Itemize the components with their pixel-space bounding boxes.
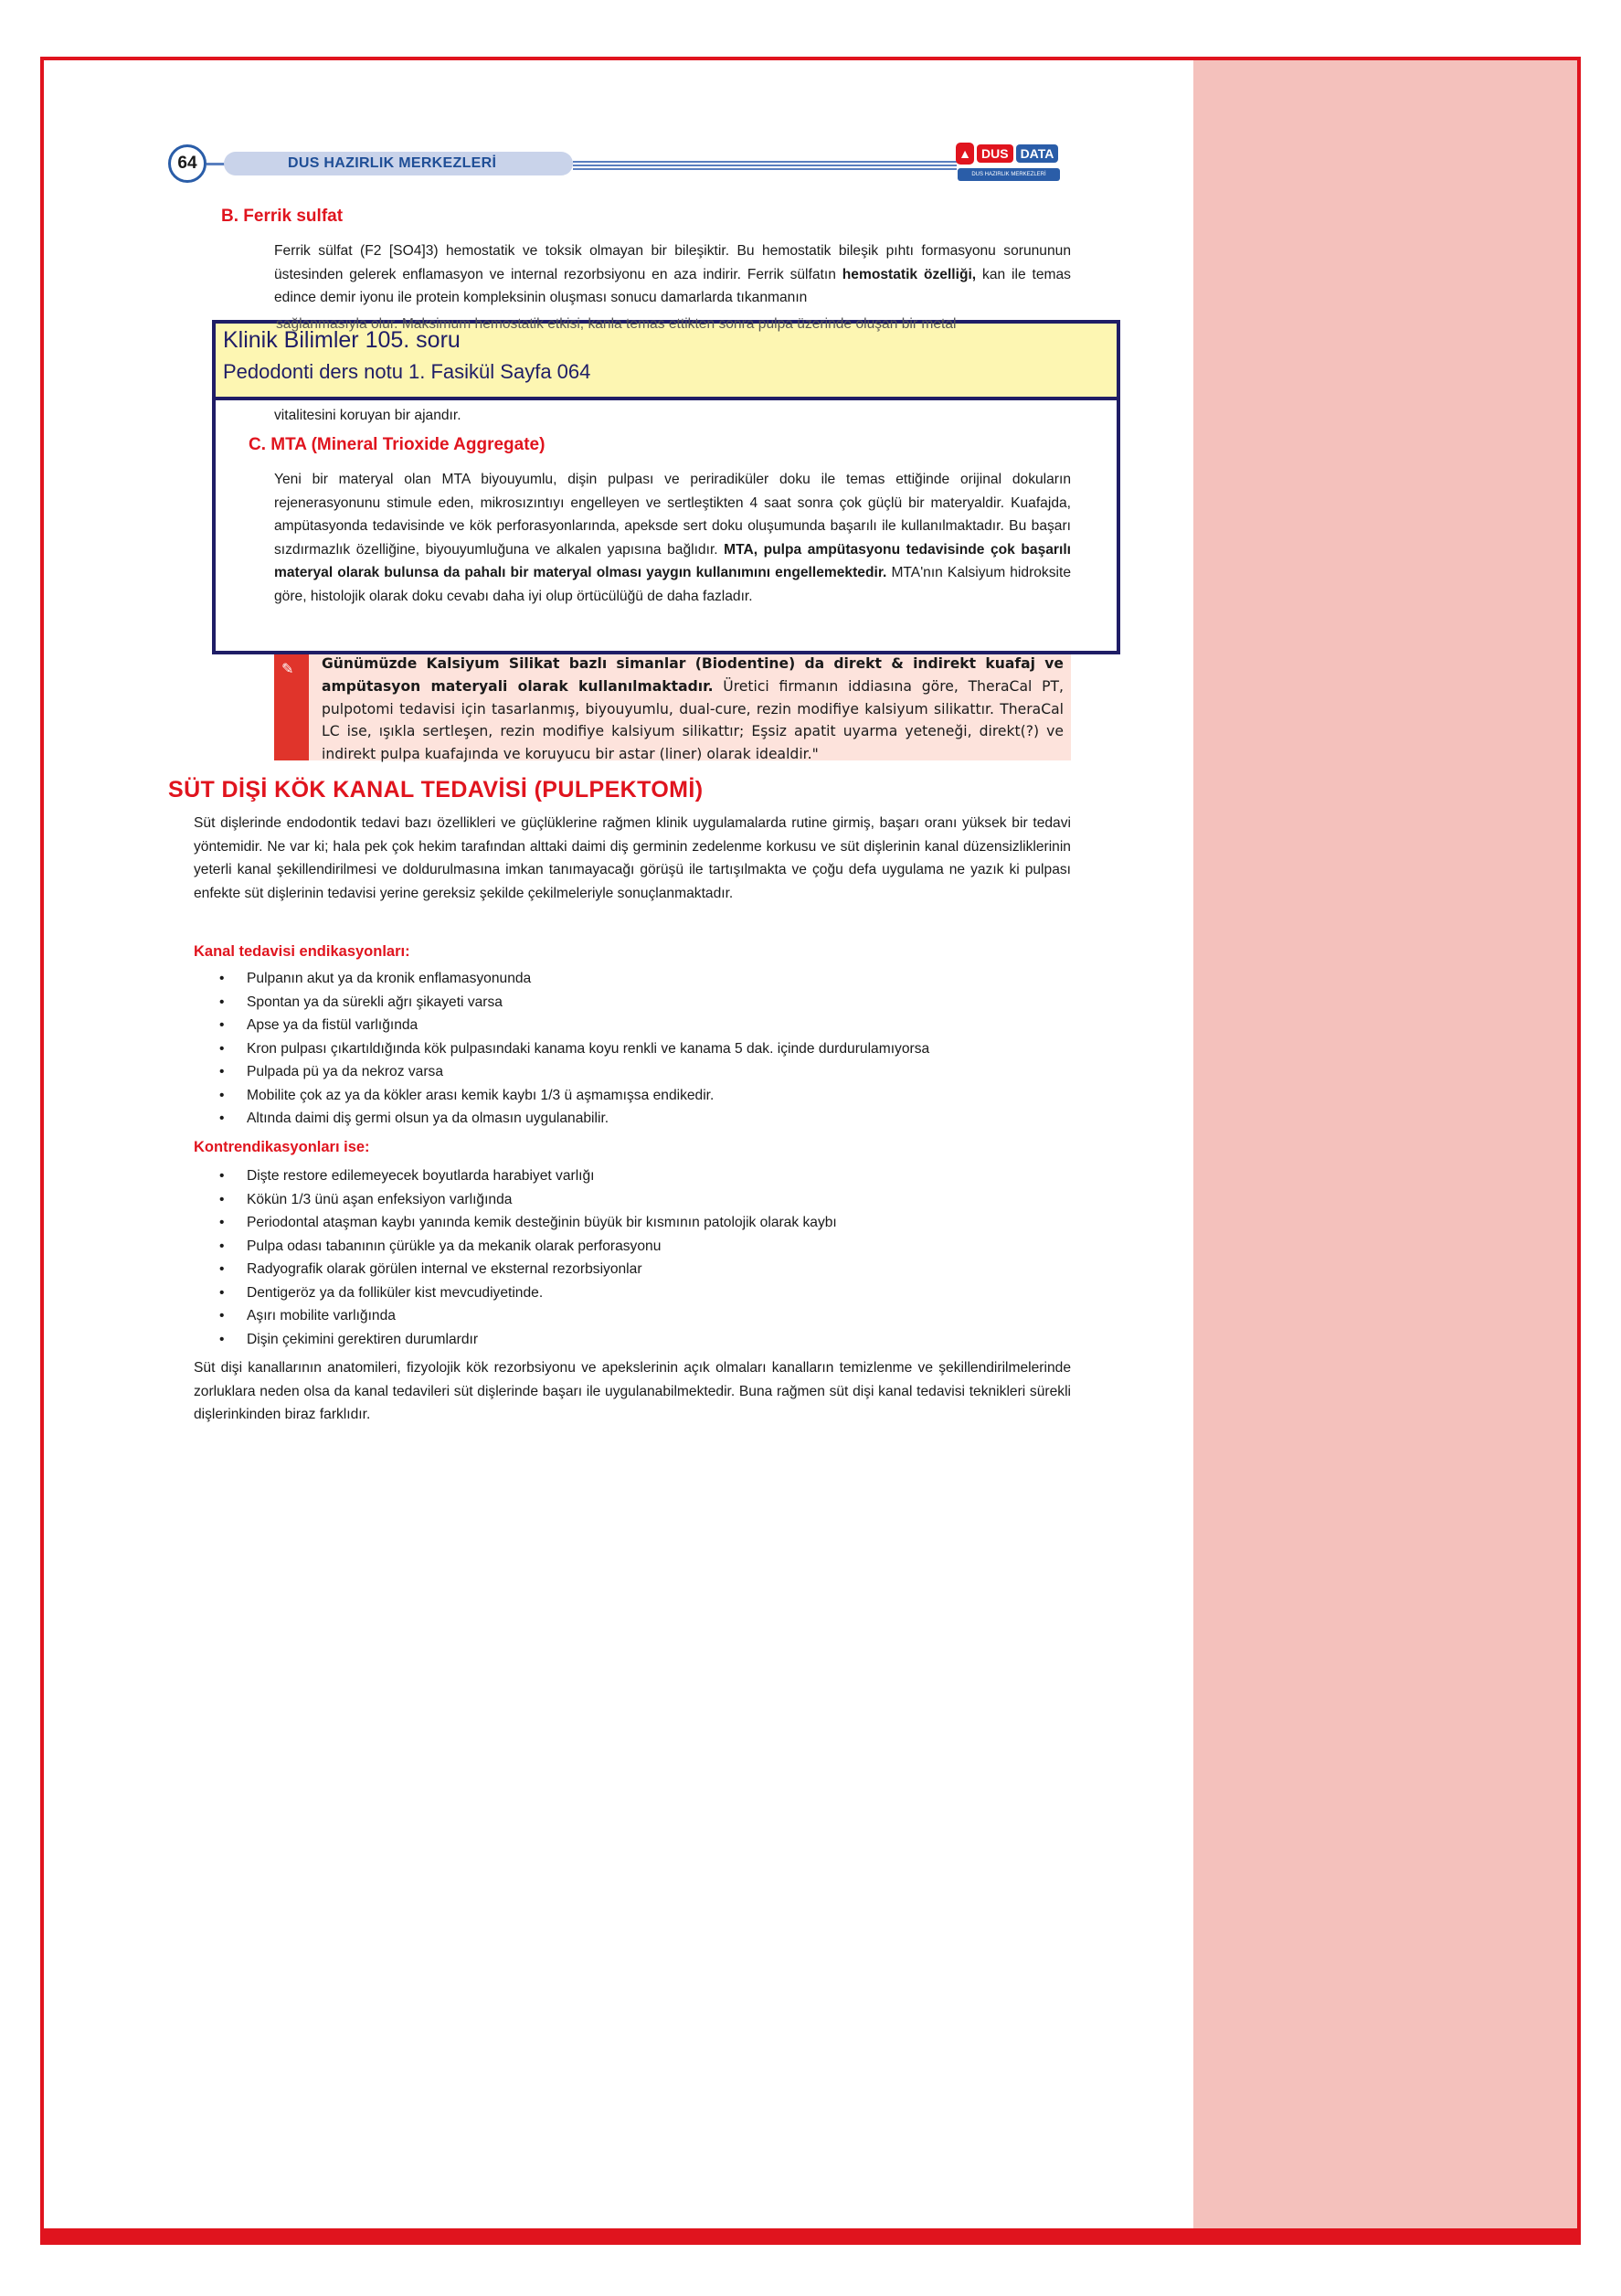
logo-data: DATA xyxy=(1016,144,1059,163)
list-item: • Dentigeröz ya da folliküler kist mevcudiyetinde. xyxy=(194,1281,1071,1305)
contraindications-heading: Kontrendikasyonları ise: xyxy=(194,1139,370,1155)
note-text xyxy=(322,653,1064,766)
section-c-heading: C. MTA (Mineral Trioxide Aggregate) xyxy=(249,435,546,454)
header-rule-top xyxy=(573,161,957,163)
list-item: • Aşırı mobilite varlığında xyxy=(194,1304,1071,1328)
page-number: 64 xyxy=(168,144,207,183)
section-b-paragraph xyxy=(274,239,1071,310)
question-source: Pedodonti ders notu 1. Fasikül Sayfa 064 xyxy=(223,360,591,383)
section-b-heading: B. Ferrik sulfat xyxy=(221,207,344,226)
section-b-text-2: kan ile temas edince demir iyonu ile protein kompleksinin oluşması sonucu damarlarda tıkanmanın xyxy=(274,266,1071,306)
logo-subtitle: DUS HAZIRLIK MERKEZLERİ xyxy=(958,168,1060,181)
contraindications-list xyxy=(194,1164,1071,1351)
indications-heading: Kanal tedavisi endikasyonları: xyxy=(194,943,410,960)
question-reference-box xyxy=(212,316,1120,654)
list-item: • Radyografik olarak görülen internal ve eksternal rezorbsiyonlar xyxy=(194,1258,1071,1281)
list-item: • Spontan ya da sürekli ağrı şikayeti varsa xyxy=(194,991,1071,1015)
question-reference-header xyxy=(216,316,1117,400)
note-normal: Üretici firmanın iddiasına göre, TheraCal PT, pulpotomi tedavisi için tasarlanmış, biyouyumlu, dual-cure, rezin modifiye kalsiyum silikattır. TheraCal LC ise, ışıkla sertleşen, rezin modifiye kalsiyum silikattır; Eşsiz apatit uyarma yeteneği, direkt(?) ve indirekt pulpa kuafajında ve koruyucu bir astar (liner) olarak idealdir." xyxy=(322,677,1064,763)
list-item: • Dişte restore edilemeyecek boyutlarda harabiyet varlığı xyxy=(194,1164,1071,1188)
section-c-text-1: Yeni bir materyal olan MTA biyouyumlu, dişin pulpası ve periradiküler doku ile temas ettiğinde orijinal dokuların rejenerasyonunu stimule eden, mikrosızıntıyı engelleyen ve sertleştikten 4 saat sonra çok güçlü bir materyaldir. Kuafajda, ampütasyonda tedavisinde ve kök perforasyonlarında, apeksde sert doku oluşumunda başarılı ile kullanılmaktadır. Bu başarı sızdırmazlık özelliğine, biyouyumluğuna ve alkalen yapısına bağlıdır. xyxy=(274,472,1071,558)
list-item: • Mobilite çok az ya da kökler arası kemik kaybı 1/3 ü aşmamışsa endikedir. xyxy=(194,1084,1071,1108)
tooth-icon: ▲ xyxy=(956,143,974,165)
dusdata-logo xyxy=(956,141,1065,186)
logo-dus: DUS xyxy=(977,144,1013,163)
list-item: • Periodontal ataşman kaybı yanında kemik desteğinin büyük bir kısmının patolojik olarak kaybı xyxy=(194,1211,1071,1235)
note-bar xyxy=(274,654,309,760)
question-title: Klinik Bilimler 105. soru xyxy=(223,327,461,353)
bottom-bar xyxy=(40,2228,1581,2245)
header-rule-bottom xyxy=(573,168,957,170)
pulpektomi-heading: SÜT DİŞİ KÖK KANAL TEDAVİSİ (PULPEKTOMİ) xyxy=(168,777,704,803)
pencil-icon: ✎ xyxy=(281,662,294,677)
indications-list xyxy=(194,967,1071,1131)
section-b-bold: hemostatik özelliği, xyxy=(842,266,977,282)
pulpektomi-intro: Süt dişlerinde endodontik tedavi bazı özellikleri ve güçlüklerine rağmen klinik uygulamalarda rutine girmiş, başarı oranı yüksek bir tedavi yöntemidir. Ne var ki; hala pek çok hekim tarafından alttaki daimi diş germinin zedelenme korkusu ve süt dişlerinin kanal düzensizliklerinin yeterli kanal şekillendirilmesi ve doldurulmasına imkan tanımayacağı görüşü ile tartışılmakta ve çoğu defa uygulama ne yazık ki pulpası enfekte süt dişlerinin tedavisi yerine gereksiz şekilde çekilmeleriyle sonuçlanmaktadır. xyxy=(194,815,1071,901)
header-rule-mid xyxy=(573,165,957,166)
section-c-bold: MTA, pulpa ampütasyonu tedavisinde çok başarılı materyal olarak bulunsa da pahalı bir materyal olması yaygın kullanımını engellemektedir. xyxy=(274,541,1071,581)
list-item: • Dişin çekimini gerektiren durumlardır xyxy=(194,1328,1071,1352)
section-c-text-2: MTA'nın Kalsiyum hidroksite göre, histolojik olarak doku cevabı daha iyi olup örtücülüğü de daha fazladır. xyxy=(274,565,1071,604)
covered-text-line: sağlanmasıyla olur. Maksimum hemostatik etkisi, kanla temas ettikten sonra pulpa üzerinde oluşan bir metal xyxy=(276,316,957,332)
note-box xyxy=(274,654,1071,763)
section-b-text-1: Ferrik sülfat (F2 [SO4]3) hemostatik ve toksik olmayan bir bileşiktir. Bu hemostatik bileşik pıhtı formasyonu sorununun üstesinden gelerek enflamasyon ve internal rezorbsiyonu en aza indirir. Ferrik sülfatın xyxy=(274,243,1071,282)
list-item: • Apse ya da fistül varlığında xyxy=(194,1014,1071,1037)
list-item: • Kron pulpası çıkartıldığında kök pulpasındaki kanama koyu renkli ve kanama 5 dak. içinde durdurulamıyorsa xyxy=(194,1037,1071,1061)
list-item: • Pulpada pü ya da nekroz varsa xyxy=(194,1060,1071,1084)
closing-paragraph: Süt dişi kanallarının anatomileri, fizyolojik kök rezorbsiyonu ve apekslerinin açık olmaları kanalların temizlenme ve şekillendirilmelerinde zorluklara neden olsa da kanal tedavileri süt dişlerinde başarı ile uygulanabilmektedir. Buna rağmen süt dişi kanal tedavisi teknikleri sürekli dişlerinkinden biraz farklıdır. xyxy=(194,1360,1071,1423)
list-item: • Altında daimi diş germi olsun ya da olmasın uygulanabilir. xyxy=(194,1107,1071,1131)
list-item: • Pulpa odası tabanının çürükle ya da mekanik olarak perforasyonu xyxy=(194,1235,1071,1259)
list-item: • Kökün 1/3 ünü aşan enfeksiyon varlığında xyxy=(194,1188,1071,1212)
header-rule-left xyxy=(207,163,225,165)
header-title: DUS HAZIRLIK MERKEZLERİ xyxy=(224,152,573,175)
note-bold: Günümüzde Kalsiyum Silikat bazlı simanlar (Biodentine) da direkt & indirekt kuafaj ve ampütasyon materyali olarak kullanılmaktadır. xyxy=(322,655,1064,695)
section-b-tail: vitalitesini koruyan bir ajandır. xyxy=(274,408,461,423)
list-item: • Pulpanın akut ya da kronik enflamasyonunda xyxy=(194,967,1071,991)
